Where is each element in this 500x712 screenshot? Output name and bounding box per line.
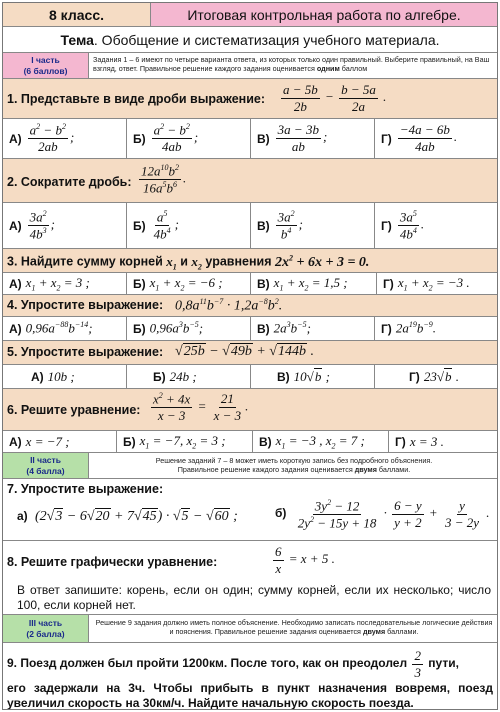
task5-options (3, 365, 497, 389)
part1-instructions: Задания 1 – 6 имеют по четыре варианта ответа, из которых только один правильный. Выберите правильный, на Ваш взгляд, ответ. Правильное решение каждого задания оценивается одним баллом (93, 55, 490, 73)
task4-row (3, 295, 497, 317)
task9-line1: 9. Поезд должен был пройти 1200км. После того, как он преодолел $\frac{2}{3}$ пути, (7, 648, 459, 680)
task7-part-a: а) (2√3 − 6√20 + 7√45) · √5 − √60 ; (17, 509, 238, 524)
task2-option-g[interactable]: Г) $\frac{3a^5}{4b^4}$ . (381, 209, 425, 242)
part3-instructions: Решение 9 задания должно иметь полное объяснение. Необходимо записать последовательные логические действия и пояснения. Правильное решение задания оценивается двумя баллами. (95, 618, 493, 636)
task2-option-a[interactable]: А) $\frac{3a^2}{4b^3}$ ; (3, 203, 127, 248)
task1-text: 1. Представьте в виде дроби выражение: (7, 92, 265, 106)
part2-header (3, 453, 497, 479)
task2-expression: $\frac{12a^{10}b^2}{16a^5b^6}$ . (141, 163, 187, 196)
task6-option-v[interactable]: В) $x_1 = -3$ , $x_2 = 7$ ; (253, 431, 389, 452)
task2-options (3, 203, 497, 249)
topic-text: . Обобщение и систематизация учебного материала. (93, 31, 440, 48)
task2-row (3, 159, 497, 203)
part2-instructions: Решение заданий 7 – 8 может иметь короткую запись без подробного объяснения. Правильное решение каждого задания оценивается двумя баллами. (155, 456, 433, 474)
task5-option-v[interactable]: В) 10√b ; (251, 365, 375, 388)
task9-block (3, 643, 497, 709)
topic-label: Тема (60, 31, 94, 48)
task9-line2: его задержали на 3ч. Чтобы прибыть в пункт назначения вовремя, поезд увеличил скорость на 30км/ч. Найдите начальную скорость поезда. (7, 681, 493, 710)
task5-text: 5. Упростите выражение: (7, 345, 164, 359)
task1-option-a[interactable]: А) $\frac{a^2 - b^2}{2ab}$ ; (3, 119, 127, 158)
part3-label: III часть (2 балла) (3, 615, 89, 643)
task8-text: 8. Решите графически уравнение: (7, 555, 218, 569)
task3-option-g[interactable]: Г) $x_1 + x_2 = -3$ . (383, 274, 470, 293)
task6-option-g[interactable]: Г) x = 3 . (395, 433, 444, 449)
task6-text: 6. Решите уравнение: (7, 403, 141, 417)
task4-option-b[interactable]: Б) $0,96a^3b^{-5}$; (127, 317, 251, 340)
title-cell: Итоговая контрольная работа по алгебре. (151, 3, 497, 27)
task5-row (3, 341, 497, 365)
task5-option-g[interactable]: Г) 23√b . (409, 368, 459, 384)
task4-option-v[interactable]: В) $2a^3b^{-5}$; (251, 317, 375, 340)
task7-row (3, 479, 497, 541)
task1-expression: $\frac{a - 5b}{2b}$ − $\frac{b - 5a}{2a}$ . (283, 82, 387, 114)
grade-cell: 8 класс. (3, 3, 151, 27)
task4-text: 4. Упростите выражение: (7, 298, 164, 312)
task1-option-b[interactable]: Б) $\frac{a^2 - b^2}{4ab}$ ; (127, 119, 251, 158)
task5-option-b[interactable]: Б) 24b ; (127, 365, 251, 388)
task6-row (3, 389, 497, 431)
task4-option-a[interactable]: А) $0,96a^{-88}b^{-14}$; (3, 317, 127, 340)
task6-option-a[interactable]: А) x = −7 ; (3, 431, 117, 452)
part3-header (3, 615, 497, 643)
topic-row (3, 27, 497, 53)
task2-text: 2. Сократите дробь: (7, 175, 132, 189)
task3-row (3, 249, 497, 273)
task6-expression: $\frac{x^2 + 4x}{x - 3}$ = $\frac{21}{x - 3}$ . (153, 391, 249, 423)
part1-header (3, 53, 497, 79)
task6-option-b[interactable]: Б) $x_1 = -7$, $x_2 = 3$ ; (117, 431, 253, 452)
worksheet (2, 2, 498, 710)
task8-row (3, 541, 497, 615)
part2-label: II часть (4 балла) (3, 453, 89, 479)
task1-option-g[interactable]: Г) $\frac{-4a - 6b}{4ab}$ . (381, 122, 458, 154)
task8-answer-note: В ответ запишите: корень, если он один; сумму корней, если их несколько; число 100, если корней нет. (17, 583, 491, 612)
task1-options (3, 119, 497, 159)
task6-options (3, 431, 497, 453)
task4-options (3, 317, 497, 341)
task1-option-v[interactable]: В) $\frac{3a - 3b}{ab}$ ; (251, 119, 375, 158)
task7-part-b: б) $\frac{3y^2 - 12}{2y^2 - 15y + 18}$ · $\frac{6 - y}{y + 2}$ + $\frac{y}{3 - 2y}$ . (275, 498, 490, 531)
task3-options (3, 273, 497, 295)
task3-option-b[interactable]: Б) $x_1 + x_2 = -6$ ; (127, 273, 251, 294)
header-row (3, 3, 497, 27)
task2-option-b[interactable]: Б) $\frac{a^5}{4b^4}$ ; (127, 203, 251, 248)
task5-expression: √25b − √49b + √144b . (175, 344, 314, 359)
task1-row (3, 79, 497, 119)
task3-text: 3. Найдите сумму корней $x_1$ и $x_2$ уравнения $2x^2 + 6x + 3 = 0$. (7, 253, 370, 272)
part1-label: I часть (6 баллов) (3, 53, 89, 79)
task2-option-v[interactable]: В) $\frac{3a^2}{b^4}$ ; (251, 203, 375, 248)
task3-option-v[interactable]: В) $x_1 + x_2 = 1,5$ ; (251, 273, 377, 294)
task5-option-a[interactable]: А) 10b ; (3, 365, 127, 388)
task4-expression: $0,8a^{11}b^{-7} \cdot 1,2a^{-8}b^2$. (175, 297, 283, 314)
task8-expression: $\frac{6}{x}$ = x + 5 . (275, 544, 335, 576)
task7-text: 7. Упростите выражение: (7, 482, 164, 496)
task4-option-g[interactable]: Г) $2a^{19}b^{-9}$. (381, 320, 436, 336)
task3-option-a[interactable]: А) $x_1 + x_2 = 3$ ; (3, 273, 127, 294)
